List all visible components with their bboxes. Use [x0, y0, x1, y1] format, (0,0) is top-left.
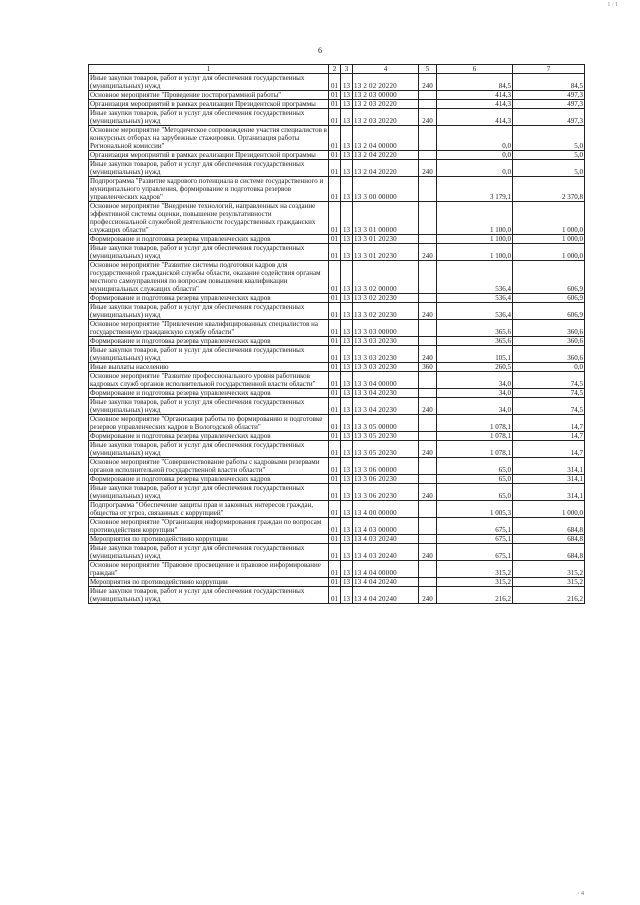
header-col-6: 6 [437, 65, 513, 74]
row-expense-type: 240 [419, 398, 437, 415]
table-row [89, 578, 585, 587]
row-target-article: 13 4 00 00000 [353, 501, 419, 518]
row-amount-col6: 1 100,0 [437, 235, 513, 244]
row-amount-col7: 0,0 [513, 363, 585, 372]
row-expense-type: 240 [419, 441, 437, 458]
row-name: Иные закупки товаров, работ и услуг для обеспечения государственных (муниципальных) нужд [89, 346, 329, 363]
table-row [89, 458, 585, 475]
row-subsection-code: 13 [341, 561, 353, 578]
row-name: Основное мероприятие "Развитие системы подготовки кадров для государственной гражданской службы области, оказание содействия органам местного самоуправления по вопросам повышения квалификации муниципальных служащих области" [89, 261, 329, 294]
row-subsection-code: 13 [341, 126, 353, 151]
row-name: Формирование и подготовка резерва управленческих кадров [89, 294, 329, 303]
row-amount-col6: 0,0 [437, 151, 513, 160]
row-expense-type: 240 [419, 160, 437, 177]
row-amount-col6: 315,2 [437, 578, 513, 587]
row-expense-type: 240 [419, 544, 437, 561]
row-amount-col6: 1 005,3 [437, 501, 513, 518]
row-amount-col6: 3 179,1 [437, 177, 513, 202]
row-target-article: 13 3 02 20230 [353, 303, 419, 320]
row-expense-type [419, 458, 437, 475]
row-amount-col7: 606,9 [513, 261, 585, 294]
table-row [89, 100, 585, 109]
row-subsection-code: 13 [341, 475, 353, 484]
row-amount-col6: 365,6 [437, 320, 513, 337]
table-row [89, 160, 585, 177]
row-amount-col6: 675,1 [437, 544, 513, 561]
row-target-article: 13 2 04 00000 [353, 126, 419, 151]
table-row [89, 177, 585, 202]
row-target-article: 13 3 05 20230 [353, 432, 419, 441]
table-row [89, 432, 585, 441]
row-target-article: 13 3 06 20230 [353, 475, 419, 484]
row-amount-col6: 414,3 [437, 109, 513, 126]
table-row [89, 518, 585, 535]
row-amount-col6: 65,0 [437, 458, 513, 475]
row-amount-col7: 1 000,0 [513, 244, 585, 261]
row-amount-col7: 314,1 [513, 475, 585, 484]
row-target-article: 13 4 03 20240 [353, 535, 419, 544]
row-amount-col7: 684,8 [513, 544, 585, 561]
row-name: Основное мероприятие "Проведение постпрограммной работы" [89, 91, 329, 100]
table-row [89, 202, 585, 235]
row-amount-col6: 0,0 [437, 160, 513, 177]
row-amount-col6: 536,4 [437, 294, 513, 303]
row-expense-type: 240 [419, 244, 437, 261]
row-subsection-code: 13 [341, 160, 353, 177]
row-subsection-code: 13 [341, 303, 353, 320]
row-target-article: 13 3 03 20230 [353, 363, 419, 372]
row-amount-col7: 315,2 [513, 578, 585, 587]
row-section-code: 01 [329, 160, 341, 177]
row-amount-col6: 414,3 [437, 100, 513, 109]
row-target-article: 13 3 03 00000 [353, 320, 419, 337]
row-expense-type [419, 294, 437, 303]
row-section-code: 01 [329, 432, 341, 441]
page-number: 6 [318, 46, 322, 55]
row-name: Основное мероприятие "Организация информирования граждан по вопросам противодействия коррупции" [89, 518, 329, 535]
row-amount-col7: 606,9 [513, 303, 585, 320]
row-subsection-code: 13 [341, 518, 353, 535]
row-amount-col7: 360,6 [513, 320, 585, 337]
row-amount-col7: 497,3 [513, 100, 585, 109]
row-target-article: 13 3 04 00000 [353, 372, 419, 389]
row-name: Формирование и подготовка резерва управленческих кадров [89, 389, 329, 398]
row-amount-col6: 1 100,0 [437, 244, 513, 261]
row-amount-col7: 315,2 [513, 561, 585, 578]
row-amount-col6: 65,0 [437, 475, 513, 484]
table-row [89, 544, 585, 561]
header-col-7: 7 [513, 65, 585, 74]
row-subsection-code: 13 [341, 244, 353, 261]
row-amount-col7: 74,5 [513, 372, 585, 389]
row-amount-col6: 34,0 [437, 372, 513, 389]
row-name: Иные закупки товаров, работ и услуг для обеспечения государственных (муниципальных) нужд [89, 244, 329, 261]
row-amount-col7: 1 000,0 [513, 501, 585, 518]
row-section-code: 01 [329, 151, 341, 160]
row-section-code: 01 [329, 441, 341, 458]
row-subsection-code: 13 [341, 484, 353, 501]
table-row [89, 398, 585, 415]
row-subsection-code: 13 [341, 151, 353, 160]
row-amount-col7: 1 000,0 [513, 202, 585, 235]
row-name: Формирование и подготовка резерва управленческих кадров [89, 432, 329, 441]
row-expense-type [419, 501, 437, 518]
row-name: Основное мероприятие "Внедрение технологий, направленных на создание эффективной системы оценки, повышение результативности профессиональной служебной деятельности государственных гражданских служащих области" [89, 202, 329, 235]
row-expense-type: 240 [419, 303, 437, 320]
row-section-code: 01 [329, 294, 341, 303]
budget-table [88, 64, 585, 604]
row-target-article: 13 3 05 00000 [353, 415, 419, 432]
row-section-code: 01 [329, 363, 341, 372]
row-target-article: 13 3 00 00000 [353, 177, 419, 202]
row-section-code: 01 [329, 578, 341, 587]
table-row [89, 441, 585, 458]
table-row [89, 261, 585, 294]
row-section-code: 01 [329, 346, 341, 363]
table-row [89, 415, 585, 432]
row-subsection-code: 13 [341, 363, 353, 372]
row-name: Основное мероприятие "Совершенствование работы с кадровыми резервами органов исполнительной государственной власти области" [89, 458, 329, 475]
table-row [89, 484, 585, 501]
row-amount-col6: 675,1 [437, 518, 513, 535]
table-body [89, 74, 585, 604]
row-expense-type: 240 [419, 109, 437, 126]
row-target-article: 13 4 04 00000 [353, 561, 419, 578]
row-target-article: 13 3 03 20230 [353, 346, 419, 363]
row-subsection-code: 13 [341, 261, 353, 294]
row-target-article: 13 4 03 20240 [353, 544, 419, 561]
row-expense-type [419, 126, 437, 151]
row-name: Иные закупки товаров, работ и услуг для обеспечения государственных (муниципальных) нужд [89, 544, 329, 561]
row-amount-col6: 536,4 [437, 261, 513, 294]
row-subsection-code: 13 [341, 389, 353, 398]
row-amount-col6: 34,0 [437, 398, 513, 415]
row-target-article: 13 2 04 20220 [353, 151, 419, 160]
row-amount-col7: 14,7 [513, 415, 585, 432]
row-expense-type [419, 389, 437, 398]
table-row [89, 372, 585, 389]
row-amount-col7: 497,3 [513, 91, 585, 100]
row-amount-col7: 360,6 [513, 337, 585, 346]
row-target-article: 13 3 01 20230 [353, 235, 419, 244]
row-section-code: 01 [329, 475, 341, 484]
row-expense-type [419, 518, 437, 535]
row-target-article: 13 3 05 20230 [353, 441, 419, 458]
header-col-1: 1 [89, 65, 329, 74]
row-subsection-code: 13 [341, 372, 353, 389]
row-expense-type: 240 [419, 74, 437, 91]
row-section-code: 01 [329, 320, 341, 337]
row-target-article: 13 4 04 20240 [353, 587, 419, 604]
row-amount-col7: 14,7 [513, 432, 585, 441]
row-expense-type: 240 [419, 587, 437, 604]
row-subsection-code: 13 [341, 432, 353, 441]
row-name: Мероприятия по противодействию коррупции [89, 535, 329, 544]
row-expense-type: 240 [419, 484, 437, 501]
row-amount-col7: 84,5 [513, 74, 585, 91]
row-section-code: 01 [329, 561, 341, 578]
row-target-article: 13 2 04 20220 [353, 160, 419, 177]
row-section-code: 01 [329, 91, 341, 100]
table-row [89, 535, 585, 544]
row-name: Иные закупки товаров, работ и услуг для обеспечения государственных (муниципальных) нужд [89, 441, 329, 458]
row-target-article: 13 3 04 20230 [353, 398, 419, 415]
row-target-article: 13 2 03 00000 [353, 91, 419, 100]
row-amount-col7: 216,2 [513, 587, 585, 604]
row-expense-type [419, 561, 437, 578]
row-name: Основное мероприятие "Развитие профессионального уровня работников кадровых служб органов исполнительной государственной власти области" [89, 372, 329, 389]
row-target-article: 13 2 02 20220 [353, 74, 419, 91]
header-col-3: 3 [341, 65, 353, 74]
row-subsection-code: 13 [341, 100, 353, 109]
row-name: Подпрограмма "Развитие кадрового потенциала в системе государственного и муниципального управления, формирование и подготовка резервов управленческих кадров" [89, 177, 329, 202]
row-target-article: 13 4 03 00000 [353, 518, 419, 535]
row-target-article: 13 3 06 20230 [353, 484, 419, 501]
corner-mark-top: 1 / 1 [607, 2, 618, 8]
row-expense-type [419, 475, 437, 484]
row-name: Мероприятия по противодействию коррупции [89, 578, 329, 587]
row-target-article: 13 3 01 20230 [353, 244, 419, 261]
row-name: Иные закупки товаров, работ и услуг для обеспечения государственных (муниципальных) нужд [89, 74, 329, 91]
row-expense-type [419, 320, 437, 337]
table-row [89, 244, 585, 261]
row-amount-col6: 675,1 [437, 535, 513, 544]
row-subsection-code: 13 [341, 578, 353, 587]
row-section-code: 01 [329, 109, 341, 126]
row-subsection-code: 13 [341, 91, 353, 100]
row-expense-type [419, 100, 437, 109]
row-amount-col6: 365,6 [437, 337, 513, 346]
table-row [89, 346, 585, 363]
row-target-article: 13 4 04 20240 [353, 578, 419, 587]
row-section-code: 01 [329, 202, 341, 235]
row-name: Иные закупки товаров, работ и услуг для обеспечения государственных (муниципальных) нужд [89, 303, 329, 320]
row-name: Организация мероприятий в рамках реализации Президентской программы [89, 100, 329, 109]
header-col-5: 5 [419, 65, 437, 74]
row-target-article: 13 3 04 20230 [353, 389, 419, 398]
row-name: Иные выплаты населению [89, 363, 329, 372]
table-row [89, 561, 585, 578]
row-amount-col7: 74,5 [513, 389, 585, 398]
row-name: Иные закупки товаров, работ и услуг для обеспечения государственных (муниципальных) нужд [89, 398, 329, 415]
row-amount-col7: 314,1 [513, 484, 585, 501]
row-amount-col7: 360,6 [513, 346, 585, 363]
row-section-code: 01 [329, 235, 341, 244]
row-section-code: 01 [329, 415, 341, 432]
row-expense-type [419, 261, 437, 294]
row-section-code: 01 [329, 372, 341, 389]
row-target-article: 13 3 03 20230 [353, 337, 419, 346]
row-amount-col7: 1 000,0 [513, 235, 585, 244]
row-subsection-code: 13 [341, 535, 353, 544]
row-amount-col7: 606,9 [513, 294, 585, 303]
row-section-code: 01 [329, 126, 341, 151]
row-subsection-code: 13 [341, 109, 353, 126]
header-col-2: 2 [329, 65, 341, 74]
table-row [89, 294, 585, 303]
row-name: Основное мероприятие "Организация работы по формированию и подготовке резервов управленческих кадров в Вологодской области" [89, 415, 329, 432]
row-expense-type [419, 202, 437, 235]
table-row [89, 320, 585, 337]
row-expense-type [419, 415, 437, 432]
row-target-article: 13 2 03 20220 [353, 109, 419, 126]
row-subsection-code: 13 [341, 415, 353, 432]
row-amount-col7: 497,3 [513, 109, 585, 126]
row-subsection-code: 13 [341, 458, 353, 475]
row-section-code: 01 [329, 518, 341, 535]
row-expense-type [419, 177, 437, 202]
header-row [89, 65, 585, 74]
table-row [89, 303, 585, 320]
row-expense-type [419, 151, 437, 160]
row-section-code: 01 [329, 389, 341, 398]
row-expense-type [419, 372, 437, 389]
row-amount-col6: 0,0 [437, 126, 513, 151]
row-subsection-code: 13 [341, 346, 353, 363]
corner-mark-bottom: · 4 [577, 891, 584, 897]
row-section-code: 01 [329, 587, 341, 604]
row-expense-type [419, 578, 437, 587]
table-row [89, 501, 585, 518]
row-target-article: 13 3 02 00000 [353, 261, 419, 294]
row-name: Иные закупки товаров, работ и услуг для обеспечения государственных (муниципальных) нужд [89, 587, 329, 604]
row-amount-col6: 1 078,1 [437, 441, 513, 458]
table-row [89, 91, 585, 100]
row-target-article: 13 3 01 00000 [353, 202, 419, 235]
row-name: Подпрограмма "Обеспечение защиты прав и законных интересов граждан, общества от угроз, связанных с коррупцией" [89, 501, 329, 518]
row-amount-col7: 2 370,8 [513, 177, 585, 202]
row-subsection-code: 13 [341, 202, 353, 235]
row-amount-col6: 414,3 [437, 91, 513, 100]
table-row [89, 126, 585, 151]
row-name: Иные закупки товаров, работ и услуг для обеспечения государственных (муниципальных) нужд [89, 160, 329, 177]
row-subsection-code: 13 [341, 501, 353, 518]
row-amount-col6: 105,1 [437, 346, 513, 363]
row-name: Основное мероприятие "Привлечение квалифицированных специалистов на государственную гражданскую службу области" [89, 320, 329, 337]
row-amount-col6: 536,4 [437, 303, 513, 320]
row-amount-col7: 684,8 [513, 518, 585, 535]
row-section-code: 01 [329, 303, 341, 320]
header-col-4: 4 [353, 65, 419, 74]
row-section-code: 01 [329, 501, 341, 518]
row-amount-col6: 34,0 [437, 389, 513, 398]
row-expense-type [419, 91, 437, 100]
table-row [89, 109, 585, 126]
row-amount-col6: 315,2 [437, 561, 513, 578]
row-amount-col6: 260,5 [437, 363, 513, 372]
row-name: Формирование и подготовка резерва управленческих кадров [89, 475, 329, 484]
row-name: Организация мероприятий в рамках реализации Президентской программы [89, 151, 329, 160]
row-subsection-code: 13 [341, 74, 353, 91]
row-target-article: 13 2 03 20220 [353, 100, 419, 109]
row-section-code: 01 [329, 398, 341, 415]
row-amount-col6: 216,2 [437, 587, 513, 604]
table-row [89, 363, 585, 372]
row-amount-col7: 5,0 [513, 126, 585, 151]
row-subsection-code: 13 [341, 587, 353, 604]
row-amount-col7: 5,0 [513, 151, 585, 160]
row-section-code: 01 [329, 484, 341, 501]
row-amount-col7: 684,8 [513, 535, 585, 544]
row-amount-col6: 84,5 [437, 74, 513, 91]
row-section-code: 01 [329, 177, 341, 202]
row-expense-type [419, 432, 437, 441]
row-target-article: 13 3 02 20230 [353, 294, 419, 303]
table-row [89, 475, 585, 484]
row-expense-type: 360 [419, 363, 437, 372]
table-row [89, 151, 585, 160]
row-section-code: 01 [329, 544, 341, 561]
row-amount-col7: 5,0 [513, 160, 585, 177]
table-row [89, 337, 585, 346]
row-expense-type [419, 235, 437, 244]
row-target-article: 13 3 06 00000 [353, 458, 419, 475]
row-subsection-code: 13 [341, 337, 353, 346]
row-section-code: 01 [329, 337, 341, 346]
row-section-code: 01 [329, 535, 341, 544]
row-expense-type: 240 [419, 346, 437, 363]
row-name: Формирование и подготовка резерва управленческих кадров [89, 235, 329, 244]
row-amount-col7: 314,1 [513, 458, 585, 475]
row-section-code: 01 [329, 74, 341, 91]
row-expense-type [419, 337, 437, 346]
table-row [89, 74, 585, 91]
row-amount-col6: 1 078,1 [437, 432, 513, 441]
row-subsection-code: 13 [341, 544, 353, 561]
row-amount-col7: 74,5 [513, 398, 585, 415]
table-row [89, 235, 585, 244]
row-name: Основное мероприятие "Методическое сопровождение участия специалистов в конкурсных отборах на зарубежные стажировки. Организация работы Региональной комиссии" [90, 126, 327, 150]
row-section-code: 01 [329, 261, 341, 294]
row-name: Иные закупки товаров, работ и услуг для обеспечения государственных (муниципальных) нужд [89, 109, 329, 126]
row-amount-col7: 14,7 [513, 441, 585, 458]
row-section-code: 01 [329, 100, 341, 109]
row-amount-col6: 1 100,0 [437, 202, 513, 235]
row-name: Формирование и подготовка резерва управленческих кадров [89, 337, 329, 346]
row-expense-type [419, 535, 437, 544]
row-section-code: 01 [329, 244, 341, 261]
row-subsection-code: 13 [341, 294, 353, 303]
row-subsection-code: 13 [341, 441, 353, 458]
row-subsection-code: 13 [341, 177, 353, 202]
row-subsection-code: 13 [341, 398, 353, 415]
row-subsection-code: 13 [341, 320, 353, 337]
row-name: Основное мероприятие "Правовое просвещение и правовое информирование граждан" [89, 561, 329, 578]
row-section-code: 01 [329, 458, 341, 475]
row-name: Иные закупки товаров, работ и услуг для обеспечения государственных (муниципальных) нужд [89, 484, 329, 501]
table-row [89, 389, 585, 398]
table-row [89, 587, 585, 604]
row-amount-col6: 1 078,1 [437, 415, 513, 432]
row-subsection-code: 13 [341, 235, 353, 244]
row-amount-col6: 65,0 [437, 484, 513, 501]
